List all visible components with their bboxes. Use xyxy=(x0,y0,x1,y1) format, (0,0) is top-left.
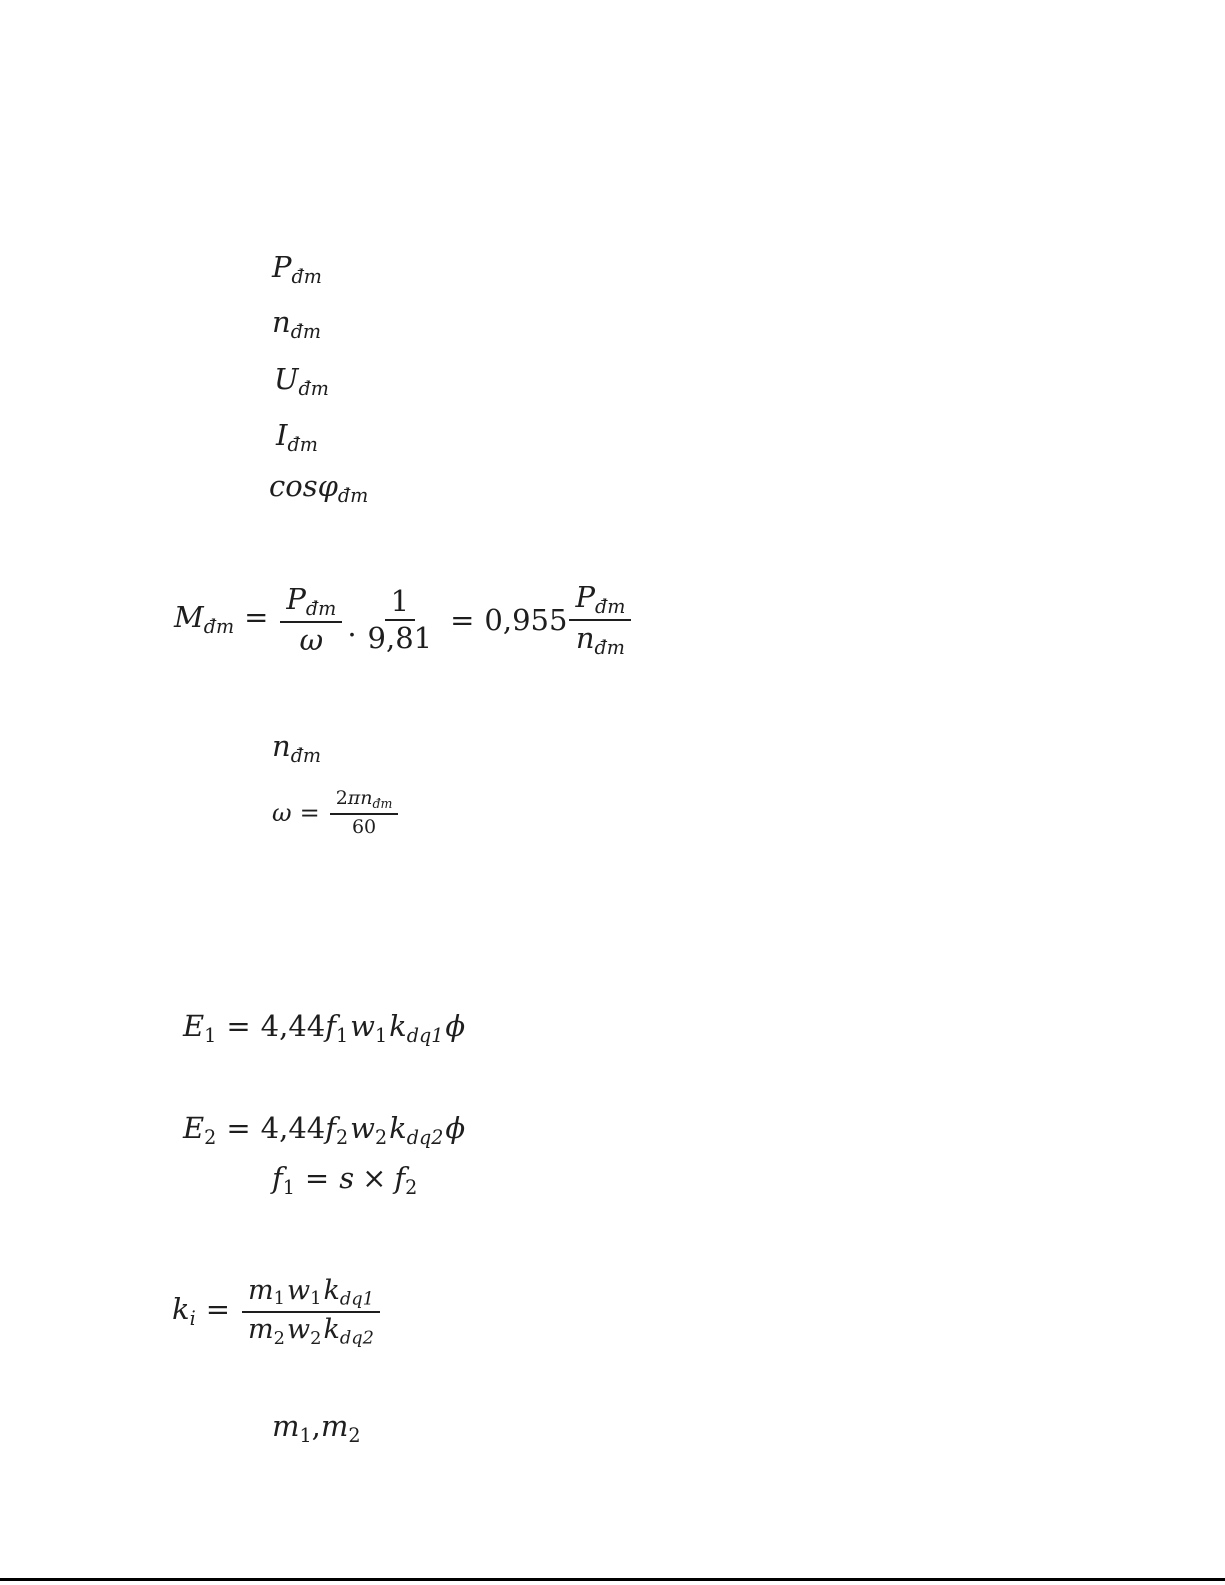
symbol-subscript: đm xyxy=(290,744,322,768)
symbol-rated-current xyxy=(276,418,318,457)
symbol-base: I xyxy=(276,418,288,452)
page-bottom-border xyxy=(0,1578,1225,1581)
omega-lhs: ω = xyxy=(272,801,328,825)
symbol-subscript: đm xyxy=(290,320,322,344)
fraction-numerator: $P_{đm}$ xyxy=(569,583,631,621)
phi-symbol: ϕ xyxy=(445,1009,466,1043)
symbol-rated-voltage xyxy=(274,362,329,401)
equation-frequency-slip: $f_1 = s \times f_2$ xyxy=(272,1161,418,1200)
fraction-denominator: $m_2w_2k_{dq2}$ xyxy=(248,1314,374,1349)
symbol-base: cosφ xyxy=(269,469,338,503)
symbol-base: P xyxy=(272,250,292,284)
fraction-denominator: $n_{đm}$ xyxy=(575,621,625,660)
equals-sign: = xyxy=(244,600,269,635)
equals-sign: = xyxy=(450,602,475,637)
comma: , xyxy=(311,1409,321,1443)
symbol-rated-speed xyxy=(272,305,322,344)
fraction-numerator: 1 xyxy=(385,587,415,621)
equals-sign: = xyxy=(205,1292,231,1327)
fraction-power-over-speed xyxy=(569,579,631,660)
equation-current-ratio xyxy=(172,1267,382,1357)
equation-emf-rotor: $E_2 = 4,44f_2w_2k_{dq2}\phi$ xyxy=(183,1111,466,1150)
emf-lhs: E xyxy=(183,1111,205,1145)
fraction-winding-ratio xyxy=(242,1274,380,1349)
symbol-base: U xyxy=(274,362,299,396)
times-sign: × xyxy=(362,1161,387,1195)
multiplication-dot: . xyxy=(347,608,357,643)
symbol-subscript: đm xyxy=(291,265,322,289)
equals-sign: = xyxy=(299,799,320,827)
fraction-numerator: $P_{đm}$ xyxy=(280,585,342,623)
fraction-numerator: $m_1w_1k_{dq1}$ xyxy=(242,1277,380,1314)
fraction-denominator: 60 xyxy=(351,816,377,839)
fraction-numerator: $2\pi n_{đm}$ xyxy=(330,789,399,816)
symbol-base: n xyxy=(272,729,291,763)
fraction-one-over-9-81 xyxy=(362,584,439,655)
fraction-denominator: 9,81 xyxy=(367,621,433,655)
symbol-subscript: đm xyxy=(298,377,329,401)
coefficient: 4,44 xyxy=(260,1009,326,1043)
symbol-phase-numbers: $m_1,m_2$ xyxy=(272,1409,361,1448)
torque-lhs: $M_{đm}$ = xyxy=(174,603,278,636)
equals-sign: = xyxy=(226,1111,251,1145)
fraction-denominator: ω xyxy=(299,623,324,658)
fraction-2pin-over-60 xyxy=(330,786,399,839)
equation-angular-speed xyxy=(272,783,400,843)
torque-second-equals xyxy=(440,602,568,637)
symbol-subscript: đm xyxy=(337,484,369,508)
symbol-rated-power-factor xyxy=(269,469,369,508)
fraction-power-over-omega xyxy=(280,581,342,658)
equals-sign: = xyxy=(304,1161,330,1195)
emf-lhs: E xyxy=(183,1009,205,1043)
coefficient: 0,955 xyxy=(484,602,568,637)
equals-sign: = xyxy=(226,1009,251,1043)
ki-lhs: $k_i$ = xyxy=(172,1295,240,1328)
phi-symbol: ϕ xyxy=(445,1111,466,1145)
symbol-rated-speed-2 xyxy=(272,729,322,768)
equation-rated-torque xyxy=(174,575,633,665)
equation-emf-stator: $E_1 = 4,44f_1w_1k_{dq1}\phi$ xyxy=(183,1009,466,1048)
coefficient: 4,44 xyxy=(260,1111,326,1145)
symbol-base: n xyxy=(272,305,291,339)
symbol-rated-power xyxy=(272,250,322,289)
symbol-subscript: đm xyxy=(287,433,318,457)
